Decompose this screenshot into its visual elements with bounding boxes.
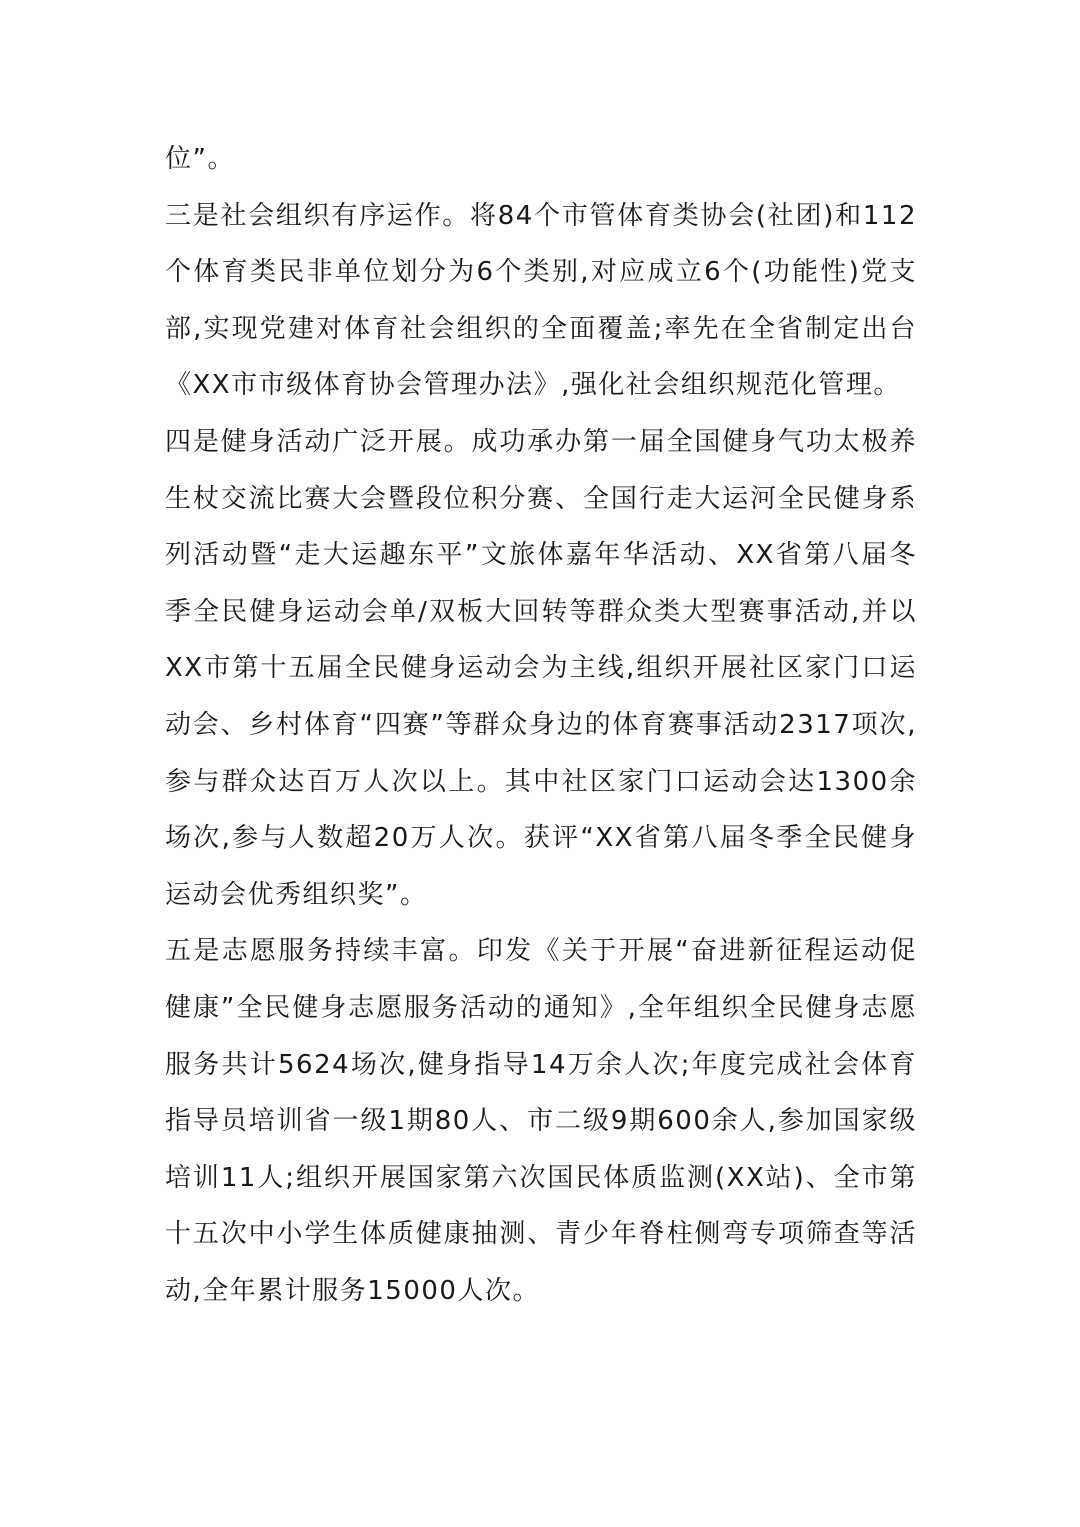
paragraph-continuation: 位”。 <box>165 144 235 174</box>
paragraph-social-organizations: 三是社会组织有序运作。将84个市管体育类协会(社团)和112个体育类民非单位划分为6个类别,对应成立6个(功能性)党支部,实现党建对体育社会组织的全面覆盖;率先在全省制定出台《XX市市级体育协会管理办法》,强化社会组织规范化管理。 <box>165 200 917 401</box>
paragraph-volunteer-services: 五是志愿服务持续丰富。印发《关于开展“奋进新征程运动促健康”全民健身志愿服务活动的通知》,全年组织全民健身志愿服务共计5624场次,健身指导14万余人次;年度完成社会体育指导员培训省一级1期80人、市二级9期600余人,参加国家级培训11人;组织开展国家第六次国民体质监测(XX站)、全市第十五次中小学生体质健康抽测、青少年脊柱侧弯专项筛查等活动,全年累计服务15000人次。 <box>165 936 917 1306</box>
document-body <box>165 131 917 1319</box>
paragraph-fitness-activities: 四是健身活动广泛开展。成功承办第一届全国健身气功太极养生杖交流比赛大会暨段位积分赛、全国行走大运河全民健身系列活动暨“走大运趣东平”文旅体嘉年华活动、XX省第八届冬季全民健身运动会单/双板大回转等群众类大型赛事活动,并以XX市第十五届全民健身运动会为主线,组织开展社区家门口运动会、乡村体育“四赛”等群众身边的体育赛事活动2317项次,参与群众达百万人次以上。其中社区家门口运动会达1300余场次,参与人数超20万人次。获评“XX省第八届冬季全民健身运动会优秀组织奖”。 <box>165 426 917 910</box>
